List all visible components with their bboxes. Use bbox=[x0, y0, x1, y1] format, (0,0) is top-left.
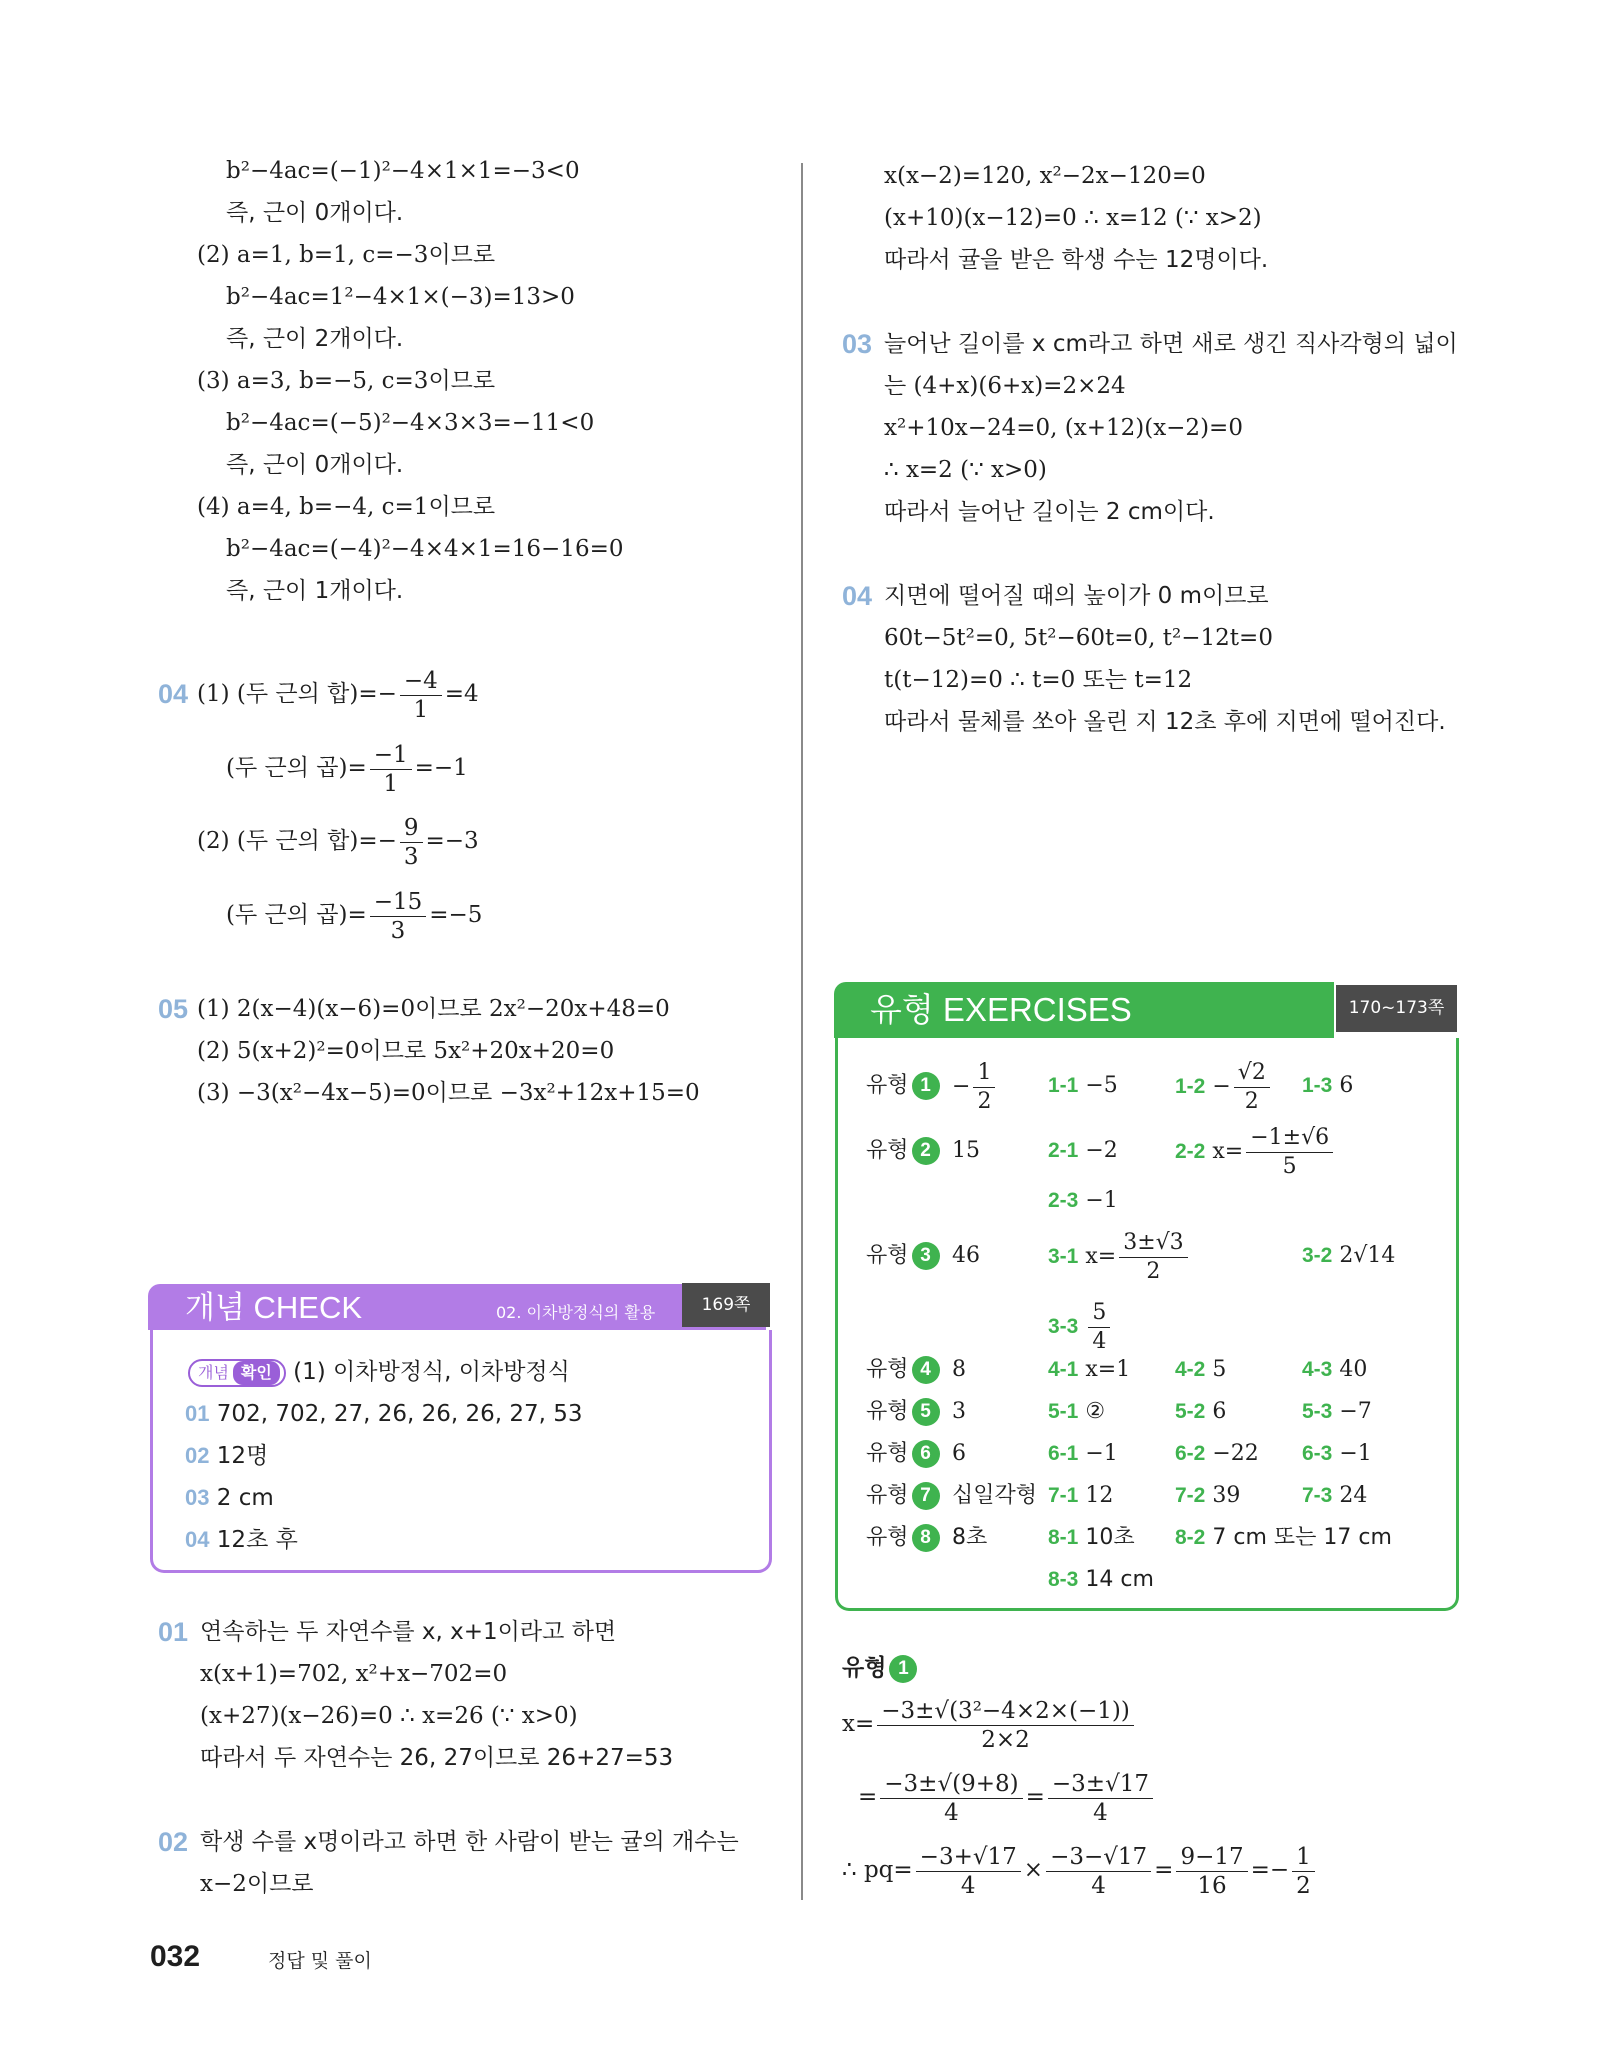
text-line: b²−4ac=(−5)²−4×3×3=−11<0 bbox=[226, 410, 595, 436]
answer: 1-3 6 bbox=[1302, 1073, 1354, 1098]
type-badge: 3 bbox=[912, 1242, 940, 1270]
answer: 3-1 x= $\frac{3\pm√3}{2}$ bbox=[1048, 1228, 1191, 1286]
text-line: 즉, 근이 0개이다. bbox=[226, 200, 404, 226]
concept-tag: 개념 확인 bbox=[188, 1359, 286, 1387]
answer: 8-3 14 cm bbox=[1048, 1567, 1154, 1592]
text-line: (2) a=1, b=1, c=−3이므로 bbox=[197, 242, 496, 268]
text-line: (3) −3(x²−4x−5)=0이므로 −3x²+12x+15=0 bbox=[197, 1080, 700, 1106]
solution-heading: 유형 1 bbox=[842, 1652, 917, 1684]
fraction-line: (2) (두 근의 합)=− $\frac{9}{3}$ =−3 bbox=[197, 814, 479, 870]
answer: 5-1 ② bbox=[1048, 1399, 1106, 1424]
answer: 4-3 40 bbox=[1302, 1357, 1368, 1382]
fraction-line: (두 근의 곱)= $\frac{-15}{3}$ =−5 bbox=[226, 888, 483, 944]
fraction-line: (두 근의 곱)= $\frac{-1}{1}$ =−1 bbox=[226, 741, 468, 797]
text-line: 는 (4+x)(6+x)=2×24 bbox=[884, 373, 1126, 399]
answer: − $\frac{1}{2}$ bbox=[952, 1058, 998, 1116]
answer: 8-1 10초 bbox=[1048, 1525, 1135, 1550]
type-badge: 1 bbox=[912, 1072, 940, 1100]
problem-number: 04 bbox=[158, 679, 189, 709]
text-line: 따라서 귤을 받은 학생 수는 12명이다. bbox=[884, 247, 1269, 273]
text-line: 즉, 근이 1개이다. bbox=[226, 578, 404, 604]
answer: 2-1 −2 bbox=[1048, 1138, 1118, 1163]
concept-check-page: 169쪽 bbox=[682, 1283, 770, 1327]
answer: 5-2 6 bbox=[1175, 1399, 1227, 1424]
text-line: 연속하는 두 자연수를 x, x+1이라고 하면 bbox=[200, 1619, 617, 1645]
type-badge: 6 bbox=[912, 1440, 940, 1468]
type-label: 유형 1 bbox=[866, 1070, 940, 1102]
answer: 2-3 −1 bbox=[1048, 1188, 1118, 1213]
problem-number: 04 bbox=[842, 581, 873, 611]
type-badge: 7 bbox=[912, 1482, 940, 1510]
text-line: 지면에 떨어질 때의 높이가 0 m이므로 bbox=[884, 583, 1269, 609]
answer: 6-3 −1 bbox=[1302, 1441, 1372, 1466]
text-line: 학생 수를 x명이라고 하면 한 사람이 받는 귤의 개수는 bbox=[200, 1829, 739, 1855]
fraction-line: (1) (두 근의 합)=− $\frac{-4}{1}$ =4 bbox=[197, 667, 479, 723]
text-line: 늘어난 길이를 x cm라고 하면 새로 생긴 직사각형의 넓이 bbox=[884, 331, 1458, 357]
answer: 3 bbox=[952, 1399, 966, 1424]
answer: 4-2 5 bbox=[1175, 1357, 1227, 1382]
answer: 6 bbox=[952, 1441, 966, 1466]
answer: 5-3 −7 bbox=[1302, 1399, 1372, 1424]
text-line: (1) 2(x−4)(x−6)=0이므로 2x²−20x+48=0 bbox=[197, 996, 670, 1022]
type-badge: 5 bbox=[912, 1398, 940, 1426]
text-line: (x+10)(x−12)=0 ∴ x=12 (∵ x>2) bbox=[884, 205, 1262, 231]
problem-number: 05 bbox=[158, 994, 189, 1024]
text-line: (4) a=4, b=−4, c=1이므로 bbox=[197, 494, 496, 520]
problem-number: 03 bbox=[842, 329, 873, 359]
problem-number: 02 bbox=[158, 1827, 189, 1857]
text-line: b²−4ac=(−1)²−4×1×1=−3<0 bbox=[226, 158, 580, 184]
concept-item: 01 702, 702, 27, 26, 26, 26, 27, 53 bbox=[185, 1401, 583, 1427]
concept-item: 02 12명 bbox=[185, 1443, 269, 1469]
exercises-page: 170~173쪽 bbox=[1336, 985, 1457, 1032]
problem-number: 01 bbox=[158, 1617, 189, 1647]
text-line: 즉, 근이 0개이다. bbox=[226, 452, 404, 478]
type-label: 유형 7 bbox=[866, 1480, 940, 1512]
answer: 6-1 −1 bbox=[1048, 1441, 1118, 1466]
text-line: x(x−2)=120, x²−2x−120=0 bbox=[884, 163, 1206, 189]
answer: 6-2 −22 bbox=[1175, 1441, 1259, 1466]
text-line: (2) 5(x+2)²=0이므로 5x²+20x+20=0 bbox=[197, 1038, 615, 1064]
text-line: 60t−5t²=0, 5t²−60t=0, t²−12t=0 bbox=[884, 625, 1273, 651]
answer: 15 bbox=[952, 1138, 980, 1163]
type-badge: 1 bbox=[889, 1655, 917, 1683]
page-number: 032 bbox=[150, 1940, 201, 1973]
text-line: 따라서 물체를 쏘아 올린 지 12초 후에 지면에 떨어진다. bbox=[884, 709, 1446, 735]
answer: 1-2 − $\frac{√2}{2}$ bbox=[1175, 1058, 1273, 1116]
answer: 3-3 $\frac{5}{4}$ bbox=[1048, 1298, 1113, 1356]
answer: 7-2 39 bbox=[1175, 1483, 1241, 1508]
answer: 2-2 x= $\frac{-1\pm√6}{5}$ bbox=[1175, 1123, 1336, 1181]
answer: 7-3 24 bbox=[1302, 1483, 1368, 1508]
answer: 46 bbox=[952, 1243, 980, 1268]
answer: 8초 bbox=[952, 1525, 988, 1550]
fraction-line: = $\frac{-3\pm√(9+8)}{4}$ = $\frac{-3\pm√17}{4}$ bbox=[858, 1765, 1156, 1829]
text-line: t(t−12)=0 ∴ t=0 또는 t=12 bbox=[884, 667, 1193, 693]
concept-tag-line: 개념 확인 (1) 이차방정식, 이차방정식 bbox=[188, 1356, 570, 1388]
text-line: x(x+1)=702, x²+x−702=0 bbox=[200, 1661, 508, 1687]
text-line: b²−4ac=1²−4×1×(−3)=13>0 bbox=[226, 284, 575, 310]
fraction-line: x= $\frac{\text{−3±√(3²−4×2×(−1))}}{2\times 2}$ bbox=[842, 1692, 1137, 1756]
text-line: b²−4ac=(−4)²−4×4×1=16−16=0 bbox=[226, 536, 624, 562]
type-badge: 2 bbox=[912, 1137, 940, 1165]
type-label: 유형 5 bbox=[866, 1396, 940, 1428]
concept-check-subtitle: 02. 이차방정식의 활용 bbox=[496, 1303, 656, 1322]
fraction-line: ∴ pq= $\frac{-3+√17}{4}$ × $\frac{-3-√17}{4}$ = $\frac{9-17}{16}$ =− $\frac{1}{2}$ bbox=[842, 1838, 1318, 1902]
type-label: 유형 8 bbox=[866, 1522, 940, 1554]
type-label: 유형 3 bbox=[866, 1240, 940, 1272]
text-line: (x+27)(x−26)=0 ∴ x=26 (∵ x>0) bbox=[200, 1703, 578, 1729]
type-badge: 8 bbox=[912, 1524, 940, 1552]
text-line: 즉, 근이 2개이다. bbox=[226, 326, 404, 352]
text-line: ∴ x=2 (∵ x>0) bbox=[884, 457, 1047, 483]
text-line: 따라서 두 자연수는 26, 27이므로 26+27=53 bbox=[200, 1745, 674, 1771]
answer: 8 bbox=[952, 1357, 966, 1382]
type-label: 유형 2 bbox=[866, 1135, 940, 1167]
answer: 3-2 2√14 bbox=[1302, 1243, 1396, 1268]
text-line: x−2이므로 bbox=[200, 1871, 314, 1897]
page-label: 정답 및 풀이 bbox=[268, 1950, 372, 1972]
answer: 4-1 x=1 bbox=[1048, 1357, 1131, 1382]
exercises-title: 유형 EXERCISES bbox=[870, 991, 1132, 1028]
text-line: 따라서 늘어난 길이는 2 cm이다. bbox=[884, 499, 1215, 525]
type-badge: 4 bbox=[912, 1356, 940, 1384]
text-line: x²+10x−24=0, (x+12)(x−2)=0 bbox=[884, 415, 1243, 441]
type-label: 유형 4 bbox=[866, 1354, 940, 1386]
concept-item: 04 12초 후 bbox=[185, 1527, 298, 1553]
answer: 7-1 12 bbox=[1048, 1483, 1114, 1508]
column-divider bbox=[801, 163, 803, 1900]
answer: 1-1 −5 bbox=[1048, 1073, 1118, 1098]
type-label: 유형 6 bbox=[866, 1438, 940, 1470]
concept-check-title: 개념 CHECK bbox=[185, 1290, 363, 1325]
text-line: (3) a=3, b=−5, c=3이므로 bbox=[197, 368, 496, 394]
answer: 십일각형 bbox=[952, 1483, 1038, 1508]
concept-item: 03 2 cm bbox=[185, 1485, 274, 1511]
answer: 8-2 7 cm 또는 17 cm bbox=[1175, 1525, 1392, 1550]
